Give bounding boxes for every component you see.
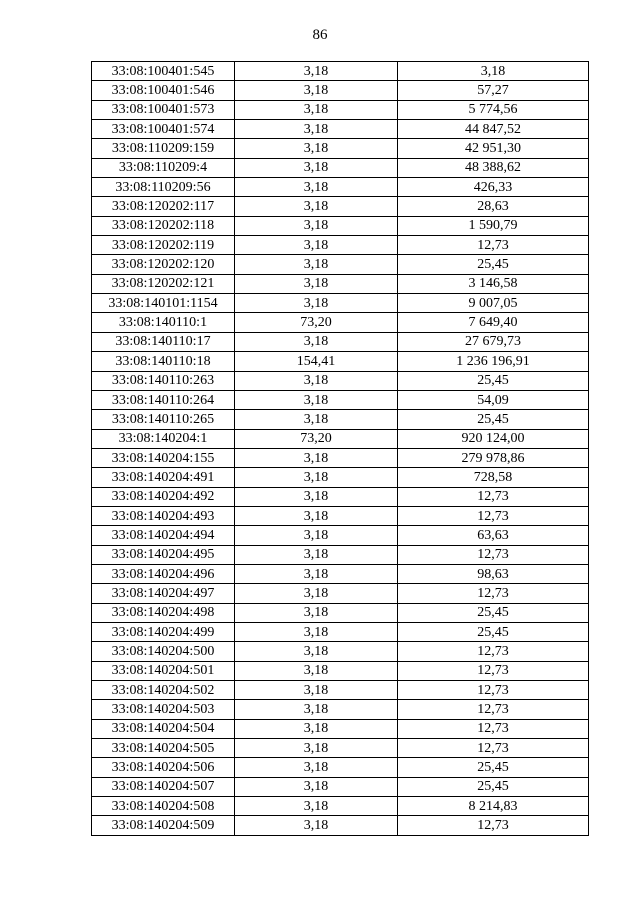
amount-cell: 54,09 xyxy=(398,390,589,409)
rate-cell: 3,18 xyxy=(235,81,398,100)
table-row xyxy=(92,429,589,448)
amount-cell: 25,45 xyxy=(398,603,589,622)
amount-cell: 1 236 196,91 xyxy=(398,352,589,371)
rate-cell: 3,18 xyxy=(235,797,398,816)
amount-cell: 44 847,52 xyxy=(398,120,589,139)
rate-cell: 3,18 xyxy=(235,603,398,622)
table-row xyxy=(92,236,589,255)
cadastral-number-cell: 33:08:140204:496 xyxy=(92,564,235,583)
rate-cell: 3,18 xyxy=(235,274,398,293)
table-row xyxy=(92,545,589,564)
amount-cell: 12,73 xyxy=(398,739,589,758)
amount-cell: 28,63 xyxy=(398,197,589,216)
table-row xyxy=(92,564,589,583)
cadastral-number-cell: 33:08:110209:4 xyxy=(92,158,235,177)
amount-cell: 12,73 xyxy=(398,661,589,680)
rate-cell: 3,18 xyxy=(235,120,398,139)
table-row xyxy=(92,487,589,506)
rate-cell: 3,18 xyxy=(235,700,398,719)
rate-cell: 3,18 xyxy=(235,526,398,545)
rate-cell: 3,18 xyxy=(235,487,398,506)
amount-cell: 12,73 xyxy=(398,719,589,738)
table-row xyxy=(92,816,589,835)
cadastral-number-cell: 33:08:140204:507 xyxy=(92,777,235,796)
rate-cell: 3,18 xyxy=(235,739,398,758)
cadastral-number-cell: 33:08:140110:264 xyxy=(92,390,235,409)
table-row xyxy=(92,681,589,700)
table-row xyxy=(92,352,589,371)
table-row xyxy=(92,158,589,177)
cadastral-number-cell: 33:08:140204:500 xyxy=(92,642,235,661)
amount-cell: 25,45 xyxy=(398,622,589,641)
rate-cell: 73,20 xyxy=(235,429,398,448)
cadastral-number-cell: 33:08:140204:499 xyxy=(92,622,235,641)
amount-cell: 12,73 xyxy=(398,487,589,506)
rate-cell: 3,18 xyxy=(235,642,398,661)
table-row xyxy=(92,294,589,313)
cadastral-number-cell: 33:08:120202:121 xyxy=(92,274,235,293)
rate-cell: 3,18 xyxy=(235,584,398,603)
cadastral-number-cell: 33:08:140204:1 xyxy=(92,429,235,448)
cadastral-number-cell: 33:08:140110:18 xyxy=(92,352,235,371)
amount-cell: 426,33 xyxy=(398,178,589,197)
rate-cell: 3,18 xyxy=(235,139,398,158)
rate-cell: 3,18 xyxy=(235,719,398,738)
rate-cell: 3,18 xyxy=(235,255,398,274)
amount-cell: 9 007,05 xyxy=(398,294,589,313)
rate-cell: 3,18 xyxy=(235,178,398,197)
table-row xyxy=(92,448,589,467)
amount-cell: 279 978,86 xyxy=(398,448,589,467)
amount-cell: 3 146,58 xyxy=(398,274,589,293)
rate-cell: 3,18 xyxy=(235,158,398,177)
table-row xyxy=(92,797,589,816)
amount-cell: 25,45 xyxy=(398,410,589,429)
table-row xyxy=(92,100,589,119)
table-row xyxy=(92,390,589,409)
amount-cell: 12,73 xyxy=(398,700,589,719)
amount-cell: 12,73 xyxy=(398,681,589,700)
cadastral-number-cell: 33:08:140204:506 xyxy=(92,758,235,777)
amount-cell: 8 214,83 xyxy=(398,797,589,816)
cadastral-number-cell: 33:08:140204:155 xyxy=(92,448,235,467)
rate-cell: 3,18 xyxy=(235,622,398,641)
table-body xyxy=(92,62,589,836)
rate-cell: 154,41 xyxy=(235,352,398,371)
table-row xyxy=(92,410,589,429)
rate-cell: 3,18 xyxy=(235,661,398,680)
cadastral-number-cell: 33:08:140110:265 xyxy=(92,410,235,429)
cadastral-number-cell: 33:08:140204:501 xyxy=(92,661,235,680)
rate-cell: 3,18 xyxy=(235,816,398,835)
amount-cell: 25,45 xyxy=(398,255,589,274)
table-row xyxy=(92,178,589,197)
cadastral-number-cell: 33:08:140204:504 xyxy=(92,719,235,738)
rate-cell: 3,18 xyxy=(235,332,398,351)
table-row xyxy=(92,371,589,390)
table-row xyxy=(92,62,589,81)
cadastral-number-cell: 33:08:140204:503 xyxy=(92,700,235,719)
amount-cell: 57,27 xyxy=(398,81,589,100)
amount-cell: 25,45 xyxy=(398,371,589,390)
cadastral-number-cell: 33:08:140110:1 xyxy=(92,313,235,332)
table-row xyxy=(92,332,589,351)
amount-cell: 27 679,73 xyxy=(398,332,589,351)
cadastral-number-cell: 33:08:140101:1154 xyxy=(92,294,235,313)
cadastral-number-cell: 33:08:140204:494 xyxy=(92,526,235,545)
amount-cell: 63,63 xyxy=(398,526,589,545)
cadastral-number-cell: 33:08:140204:508 xyxy=(92,797,235,816)
rate-cell: 3,18 xyxy=(235,506,398,525)
cadastral-number-cell: 33:08:100401:574 xyxy=(92,120,235,139)
cadastral-number-cell: 33:08:120202:120 xyxy=(92,255,235,274)
rate-cell: 3,18 xyxy=(235,294,398,313)
table-row xyxy=(92,661,589,680)
table-row xyxy=(92,506,589,525)
amount-cell: 920 124,00 xyxy=(398,429,589,448)
cadastral-number-cell: 33:08:140204:493 xyxy=(92,506,235,525)
rate-cell: 3,18 xyxy=(235,468,398,487)
table-row xyxy=(92,758,589,777)
cadastral-number-cell: 33:08:100401:546 xyxy=(92,81,235,100)
rate-cell: 3,18 xyxy=(235,758,398,777)
cadastral-number-cell: 33:08:100401:573 xyxy=(92,100,235,119)
amount-cell: 12,73 xyxy=(398,816,589,835)
amount-cell: 3,18 xyxy=(398,62,589,81)
amount-cell: 5 774,56 xyxy=(398,100,589,119)
cadastral-number-cell: 33:08:140204:502 xyxy=(92,681,235,700)
cadastral-number-cell: 33:08:140204:495 xyxy=(92,545,235,564)
rate-cell: 3,18 xyxy=(235,371,398,390)
amount-cell: 98,63 xyxy=(398,564,589,583)
table-row xyxy=(92,584,589,603)
table-row xyxy=(92,777,589,796)
rate-cell: 3,18 xyxy=(235,390,398,409)
cadastral-number-cell: 33:08:110209:56 xyxy=(92,178,235,197)
rate-cell: 3,18 xyxy=(235,236,398,255)
amount-cell: 12,73 xyxy=(398,642,589,661)
cadastral-number-cell: 33:08:120202:117 xyxy=(92,197,235,216)
amount-cell: 12,73 xyxy=(398,545,589,564)
table-row xyxy=(92,274,589,293)
table-row xyxy=(92,622,589,641)
table-row xyxy=(92,139,589,158)
rate-cell: 3,18 xyxy=(235,100,398,119)
amount-cell: 12,73 xyxy=(398,506,589,525)
cadastral-number-cell: 33:08:140110:263 xyxy=(92,371,235,390)
page-number: 86 xyxy=(312,27,328,43)
cadastral-number-cell: 33:08:140204:492 xyxy=(92,487,235,506)
cadastral-number-cell: 33:08:140204:498 xyxy=(92,603,235,622)
amount-cell: 7 649,40 xyxy=(398,313,589,332)
table-row xyxy=(92,197,589,216)
amount-cell: 12,73 xyxy=(398,236,589,255)
cadastral-number-cell: 33:08:120202:119 xyxy=(92,236,235,255)
rate-cell: 3,18 xyxy=(235,564,398,583)
rate-cell: 73,20 xyxy=(235,313,398,332)
data-table xyxy=(91,61,589,836)
cadastral-number-cell: 33:08:100401:545 xyxy=(92,62,235,81)
amount-cell: 12,73 xyxy=(398,584,589,603)
rate-cell: 3,18 xyxy=(235,197,398,216)
table-row xyxy=(92,216,589,235)
amount-cell: 25,45 xyxy=(398,758,589,777)
table-row xyxy=(92,719,589,738)
rate-cell: 3,18 xyxy=(235,62,398,81)
cadastral-number-cell: 33:08:140204:491 xyxy=(92,468,235,487)
table-row xyxy=(92,700,589,719)
rate-cell: 3,18 xyxy=(235,410,398,429)
rate-cell: 3,18 xyxy=(235,216,398,235)
table-row xyxy=(92,120,589,139)
cadastral-number-cell: 33:08:110209:159 xyxy=(92,139,235,158)
amount-cell: 25,45 xyxy=(398,777,589,796)
rate-cell: 3,18 xyxy=(235,545,398,564)
cadastral-number-cell: 33:08:140110:17 xyxy=(92,332,235,351)
cadastral-number-cell: 33:08:140204:497 xyxy=(92,584,235,603)
table-row xyxy=(92,739,589,758)
cadastral-number-cell: 33:08:140204:505 xyxy=(92,739,235,758)
amount-cell: 728,58 xyxy=(398,468,589,487)
table-row xyxy=(92,313,589,332)
amount-cell: 48 388,62 xyxy=(398,158,589,177)
table-row xyxy=(92,526,589,545)
rate-cell: 3,18 xyxy=(235,777,398,796)
cadastral-number-cell: 33:08:140204:509 xyxy=(92,816,235,835)
rate-cell: 3,18 xyxy=(235,448,398,467)
table-row xyxy=(92,642,589,661)
table-row xyxy=(92,468,589,487)
table-row xyxy=(92,603,589,622)
table-row xyxy=(92,255,589,274)
cadastral-number-cell: 33:08:120202:118 xyxy=(92,216,235,235)
rate-cell: 3,18 xyxy=(235,681,398,700)
table-row xyxy=(92,81,589,100)
amount-cell: 1 590,79 xyxy=(398,216,589,235)
amount-cell: 42 951,30 xyxy=(398,139,589,158)
